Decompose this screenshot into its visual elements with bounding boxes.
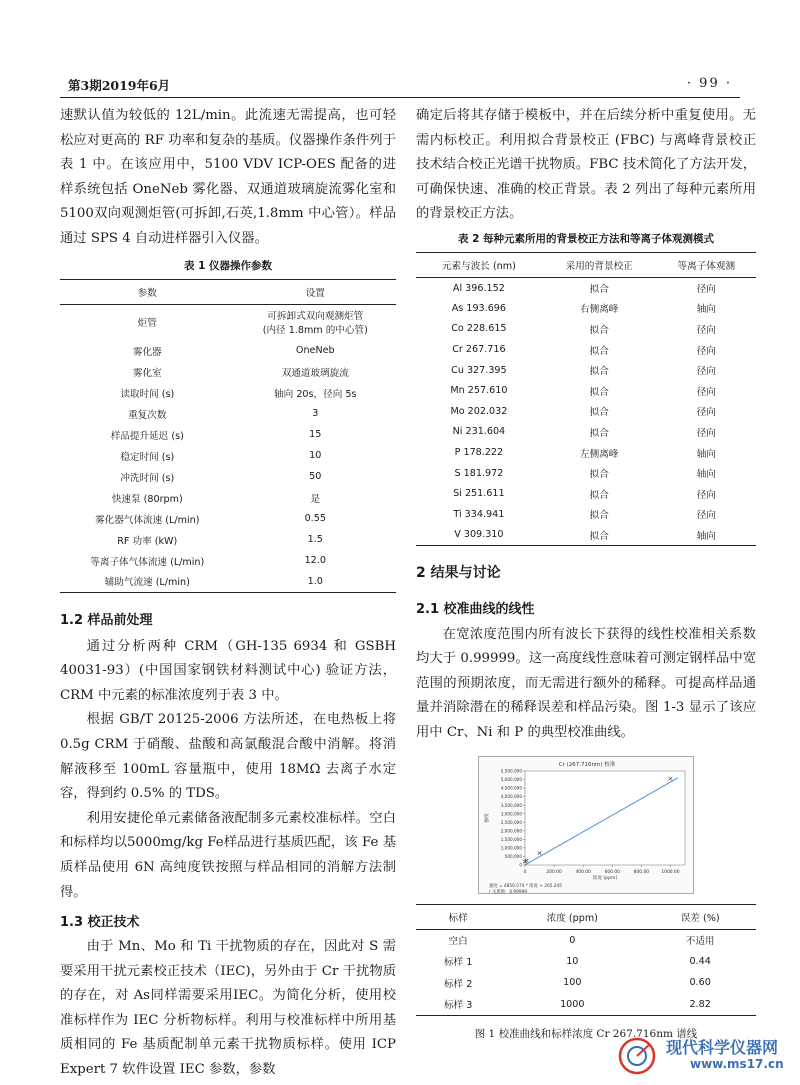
table1-caption: 表 1 仪器操作参数 (183, 259, 273, 272)
section-1-2-paragraph-2: 根据 GB/T 20125-2006 方法所述，在电热板上将 0.5g CRM 于硝酸、盐酸和高氯酸混合酸中消解。将消解液移至 100mL 容量瓶中，使用 18MΩ 去离子水定容，得到约 0.5% 的 TDS。 (60, 712, 396, 802)
table1-cell: 炬管 (137, 318, 157, 330)
table-operating-parameters (60, 279, 396, 593)
table1-cell: 辅助气流速 (L/min) (60, 571, 235, 592)
paragraph-intro: 速默认值为较低的 12L/min。此流速无需提高，也可轻松应对更高的 RF 功率和复杂的基质。仪器操作条件列于表 1 中。在该应用中，5100 VDV ICP-OES 配备的进样系统包括 OneNeb 雾化器、双通道玻璃旋流雾化室和5100双向观测炬管(可拆卸,石英,1.8mm 中心管）。样品通过 SPS 4 自动进样器引入仪器。 (60, 108, 396, 246)
table2-cell: 径向 (696, 489, 716, 501)
table3-row (416, 951, 756, 973)
table3-row (416, 929, 756, 951)
table2-cell: Si 251.611 (453, 488, 505, 500)
chart-y-tick-label: 2,500,000 (500, 819, 522, 825)
table1-cell: 雾化器气体流速 (L/min) (95, 514, 200, 526)
chart-y-tick-label: 3,000,000 (500, 810, 522, 816)
chart-y-tick-label: 0 (519, 862, 522, 868)
section-2-1-paragraph-1: 在宽浓度范围内所有波长下获得的线性校准相关系数均大于 0.99999。这一高度线性意味着可测定钢样品中宽范围的预期浓度，而无需进行额外的稀释。可提高样品通量并消除潜在的稀释误差和样品污染。图 1-3 显示了该应用中 Cr、Ni 和 P 的典型校准曲线。 (416, 626, 756, 741)
table3-header-cell: 标样 (416, 904, 500, 929)
table2-cell: Cr 267.716 (452, 344, 506, 356)
table2-cell: 拟合 (589, 345, 609, 357)
table2-cell: 轴向 (657, 525, 756, 546)
calibration-chart-svg (479, 757, 695, 895)
table2-cell: S 181.972 (454, 467, 504, 479)
chart-x-axis-label: 浓度 (ppm) (592, 875, 618, 881)
table1-cell: 0.55 (304, 513, 326, 525)
chart-y-tick-label: 1,000,000 (500, 845, 522, 851)
table1-row (60, 487, 396, 508)
table1-row (60, 445, 396, 466)
table3-row (416, 994, 756, 1016)
table1-row (60, 466, 396, 487)
table1-cell: 10 (309, 450, 322, 462)
table1-cell: 轴向 20s，径向 5s (274, 388, 357, 400)
table3-cell: 10 (566, 955, 579, 967)
table1-cell: 1.5 (307, 534, 323, 546)
chart-y-tick-label: 1,500,000 (500, 836, 522, 842)
table1-cell: 读取时间 (s) (120, 388, 175, 400)
table2-cell: V 309.310 (416, 525, 542, 546)
page-number: · 99 · (686, 76, 732, 91)
table1-cell: 3 (312, 408, 319, 420)
chart-x-tick-label: 600.00 (604, 869, 620, 875)
table2-cell: 拟合 (589, 324, 609, 336)
chart-y-tick-label: 5,000,000 (500, 776, 522, 782)
table3-cell: 标样 1 (443, 957, 473, 969)
table1-cell: 1.0 (235, 571, 396, 592)
table1-cell: 等离子体气体流速 (L/min) (90, 556, 205, 568)
chart-title: Cr (267.716nm) 校准 (558, 761, 616, 768)
table2-cell: 轴向 (696, 304, 716, 316)
table2-cell: Mo 202.032 (450, 405, 508, 417)
chart-y-tick-label: 500,000 (504, 853, 522, 859)
table1-cell: 快速泵 (80rpm) (111, 493, 183, 505)
left-column (60, 104, 396, 1083)
section-1-3-title: 1.3 校正技术 (60, 915, 140, 931)
table3-cell: 空白 (448, 936, 468, 948)
paragraph-continued: 确定后将其存储于模板中，并在后续分析中重复使用。无需内标校正。利用拟合背景校正 (FBC) 与离峰背景校正技术结合校正光谱干扰物质。FBC 技术简化了方法开发，可确保快速、准确的校正背景。表 2 列出了每种元素所用的背景校正方法。 (416, 108, 756, 222)
table3-cell: 0 (569, 934, 576, 946)
table2-row (416, 401, 756, 422)
section-1-3-paragraph-1: 由于 Mn、Mo 和 Ti 干扰物质的存在，因此对 S 需要采用干扰元素校正技术（IEC)，另外由于 Cr 干扰物质的存在，对 As同样需要采用IEC。为简化分析，使用校准标样作为 IEC 分析物标样。利用与校准标样中所用基质相同的 Fe 基质配制单元素干扰物质标样。使用 ICP Expert 7 软件设置 IEC 参数，参数 (60, 939, 396, 1078)
chart-y-tick-label: 3,500,000 (500, 802, 522, 808)
table-standards (416, 904, 756, 1016)
chart-x-tick-label: 0 (523, 869, 527, 875)
watermark-url: www.ms17.cn (690, 1057, 784, 1071)
chart-x-tick-label: 200.00 (546, 869, 562, 875)
chart-y-tick-label: 5,500,000 (500, 768, 522, 774)
table1-cell: RF 功率 (kW) (117, 535, 178, 547)
table2-row (416, 380, 756, 401)
table2-row (416, 339, 756, 360)
table3-header-cell: 误差 (%) (644, 904, 756, 929)
table2-cell: 拟合 (589, 489, 609, 501)
table2-cell: 拟合 (542, 525, 657, 546)
table2-cell: 拟合 (589, 510, 609, 522)
table2-cell: Cu 327.395 (451, 364, 507, 376)
table2-cell: Co 228.615 (451, 323, 507, 335)
table3-cell: 不适用 (685, 936, 715, 948)
table1-row (60, 304, 396, 340)
table1-cell: 雾化室 (132, 367, 162, 379)
table2-header-cell: 采用的背景校正 (542, 252, 657, 277)
table2-cell: P 178.222 (454, 447, 504, 459)
table1-cell: 50 (309, 471, 322, 483)
table1-row (60, 403, 396, 424)
table2-cell: 右侧离峰 (580, 304, 619, 316)
table2-cell: 径向 (696, 386, 716, 398)
table3-cell: 100 (563, 977, 582, 989)
table3-header-cell: 浓度 (ppm) (500, 904, 644, 929)
table2-row (416, 525, 756, 546)
table1-row (60, 571, 396, 592)
table1-row (60, 529, 396, 550)
site-watermark (606, 1030, 800, 1085)
table3-cell: 2.82 (644, 994, 756, 1016)
table2-cell: 拟合 (589, 469, 609, 481)
watermark-title: 现代科学仪器网 (666, 1038, 779, 1057)
table2-cell: 轴向 (696, 448, 716, 460)
table3-cell: 1000 (500, 994, 644, 1016)
table2-row (416, 504, 756, 525)
table2-row (416, 277, 756, 298)
table2-cell: 拟合 (589, 407, 609, 419)
table1-cell: 样品提升延迟 (s) (110, 430, 184, 442)
table1-row (60, 424, 396, 445)
chart-x-tick-label: 1000.00 (661, 869, 680, 875)
calibration-chart (478, 756, 694, 894)
table3-row (416, 972, 756, 994)
table1-cell: 雾化器 (132, 346, 162, 358)
table1-cell: 稳定时间 (s) (120, 451, 175, 463)
table1-cell: OneNeb (295, 345, 335, 357)
table2-row (416, 483, 756, 504)
section-1-2-paragraph-3: 利用安捷伦单元素储备液配制多元素校准标样。空白和标样均以5000mg/kg Fe样品进行基质匹配，该 Fe 基质样品使用 6N 高纯度铁按照与样品相同的消解方法制得。 (60, 810, 396, 900)
table1-row (60, 508, 396, 529)
table1-row (60, 340, 396, 361)
table2-caption: 表 2 每种元素所用的背景校正方法和等离子体观测模式 (457, 232, 715, 245)
table2-cell: Al 396.152 (452, 282, 505, 294)
table1-row (60, 550, 396, 571)
table2-cell: Ti 334.941 (453, 508, 505, 520)
table2-cell: 径向 (696, 366, 716, 378)
chart-y-axis-label: 强度 (485, 813, 490, 823)
section-1-2-paragraph-1: 通过分析两种 CRM（GH-135 6934 和 GSBH 40031-93）(中国国家钢铁材料测试中心) 验证方法，CRM 中元素的标准浓度列于表 3 中。 (60, 638, 396, 703)
table2-row (416, 319, 756, 340)
chart-equation: 强度 = 4850.574 * 浓度 + 205.245 (489, 883, 563, 889)
table1-cell: 12.0 (304, 555, 326, 567)
table1-header-cell: 设置 (235, 279, 396, 304)
table-background-correction (416, 252, 756, 546)
table2-row (416, 463, 756, 484)
table2-cell: 径向 (696, 407, 716, 419)
section-2-1-title: 2.1 校准曲线的线性 (416, 601, 535, 617)
table3-cell: 0.44 (689, 955, 711, 967)
table2-cell: 拟合 (589, 427, 609, 439)
table2-header-cell: 元素与波长 (nm) (416, 252, 542, 277)
table2-cell: 拟合 (589, 284, 609, 296)
table2-cell: Mn 257.610 (450, 385, 508, 397)
table1-row (60, 361, 396, 382)
table1-cell: 15 (309, 429, 322, 441)
table2-cell: Ni 231.604 (452, 426, 506, 438)
table3-cell: 标样 3 (416, 994, 500, 1016)
section-1-2-title: 1.2 样品前处理 (60, 612, 153, 628)
table2-cell: 径向 (696, 345, 716, 357)
table3-cell: 标样 2 (443, 978, 473, 990)
chart-y-tick-label: 2,000,000 (500, 828, 522, 834)
table2-row (416, 422, 756, 443)
table1-row (60, 382, 396, 403)
table1-cell: 重复次数 (128, 409, 167, 421)
table2-cell: 拟合 (589, 366, 609, 378)
table2-row (416, 298, 756, 319)
table1-cell: 冲洗时间 (s) (120, 472, 175, 484)
chart-x-tick-label: 800.00 (633, 869, 650, 875)
figure-caption: 图 1 校准曲线和标样浓度 Cr 267.716nm 谱线 (474, 1027, 698, 1040)
chart-correlation: r 关系数：0.99999 (489, 889, 528, 895)
table1-cell: 双通道玻璃旋流 (281, 367, 349, 379)
chart-x-tick-label: 400.00 (575, 869, 591, 875)
table1-cell: 是 (310, 493, 321, 505)
table3-cell: 0.60 (689, 977, 711, 989)
table2-row (416, 442, 756, 463)
table2-cell: As 193.696 (451, 302, 507, 314)
section-2-title: 2 结果与讨论 (416, 564, 501, 581)
table2-header-cell: 等离子体观测 (657, 252, 756, 277)
chart-y-tick-label: 4,000,000 (500, 793, 522, 799)
table1-header-cell: 参数 (60, 279, 235, 304)
table2-cell: 径向 (696, 510, 716, 522)
table2-cell: 左侧离峰 (580, 448, 619, 460)
table2-cell: 径向 (696, 284, 716, 296)
table2-row (416, 360, 756, 381)
table1-cell: 可拆卸式双向观测炬管 (内径 1.8mm 的中心管) (262, 311, 368, 337)
issue-date: 第3期2019年6月 (68, 78, 171, 93)
page-header (60, 76, 740, 98)
chart-y-tick-label: 4,500,000 (500, 785, 522, 791)
right-column (416, 104, 756, 1041)
table2-cell: 轴向 (696, 469, 716, 481)
table2-cell: 径向 (696, 324, 716, 336)
table2-cell: 拟合 (589, 386, 609, 398)
table2-cell: 径向 (696, 427, 716, 439)
